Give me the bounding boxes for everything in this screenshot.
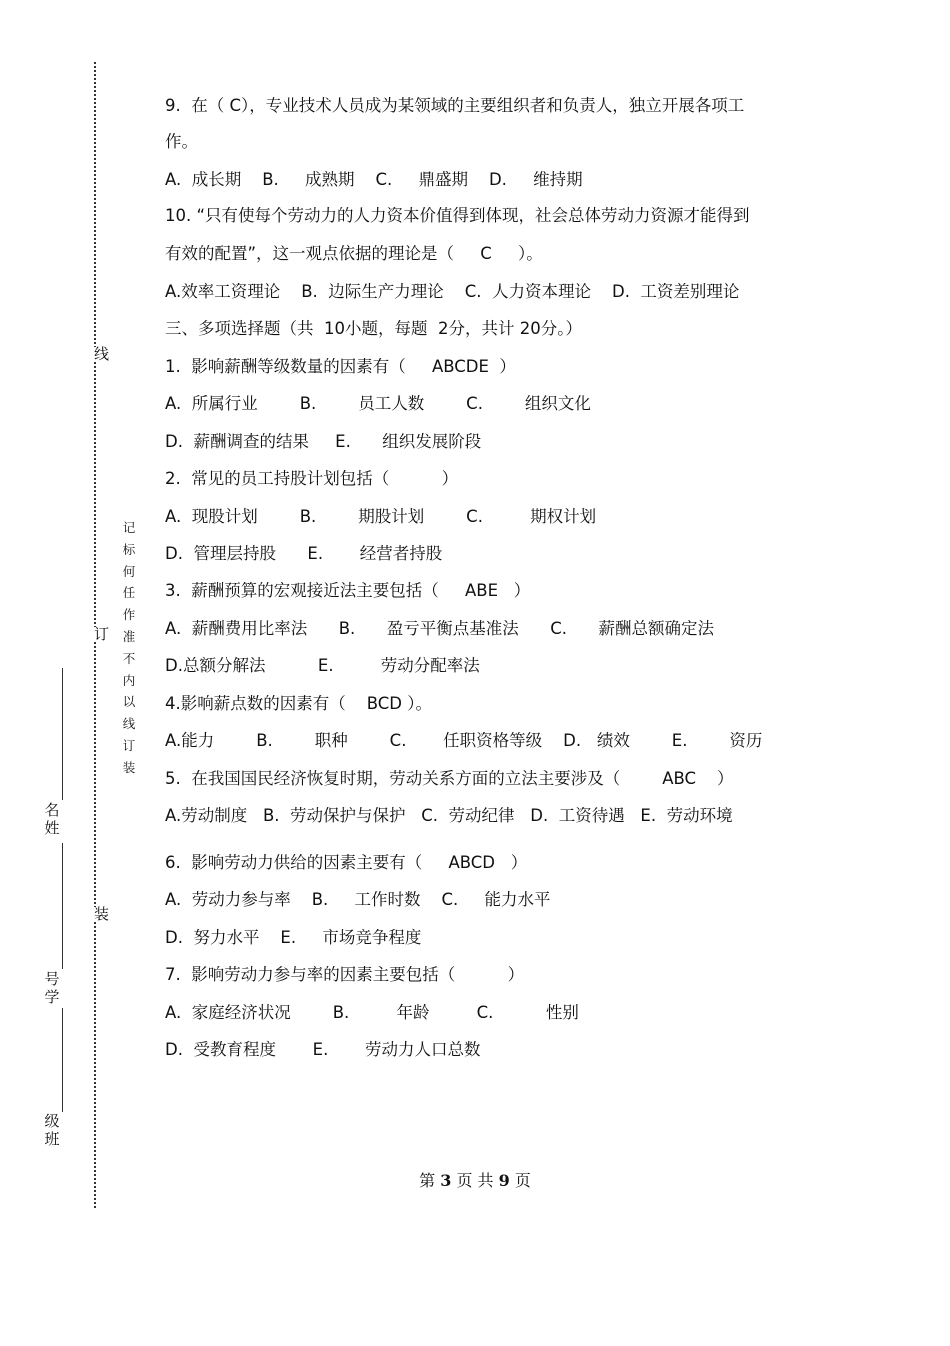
binding-char-zhuang: 装 [94, 905, 110, 923]
text-line: 4.影响薪点数的因素有（ BCD ）。 [165, 694, 432, 713]
text-line: 6. 影响劳动力供给的因素主要有（ ABCD ） [165, 853, 528, 872]
section-heading: 三、多项选择题（共 10小题，每题 2分，共计 20分。） [165, 319, 582, 338]
total-pages-number: 9 [498, 1171, 510, 1190]
text-line: 9. 在（ C），专业技术人员成为某领域的主要组织者和负责人，独立开展各项工 [165, 96, 745, 115]
name-label: 名姓 [44, 801, 60, 837]
text-line: 作。 [165, 132, 198, 151]
class-label: 级班 [44, 1112, 60, 1148]
text-line: 有效的配置”，这一观点依据的理论是（ C ）。 [165, 244, 543, 263]
page-footer [0, 1168, 950, 1191]
text-line: A. 家庭经济状况 B. 年龄 C. 性别 [165, 1003, 579, 1022]
binding-warning: 记标何任作准不内以线订装 [122, 520, 136, 775]
text-line: D.总额分解法 E. 劳动分配率法 [165, 656, 480, 675]
text-line: 1. 影响薪酬等级数量的因素有（ ABCDE ） [165, 357, 516, 376]
footer-pre: 第 [419, 1171, 436, 1190]
text-line: D. 受教育程度 E. 劳动力人口总数 [165, 1040, 481, 1059]
student-id-label: 号学 [44, 970, 60, 1006]
text-line: 2. 常见的员工持股计划包括（ ） [165, 469, 459, 488]
text-line: 7. 影响劳动力参与率的因素主要包括（ ） [165, 965, 525, 984]
text-line: A. 现股计划 B. 期股计划 C. 期权计划 [165, 507, 597, 526]
text-line: A. 劳动力参与率 B. 工作时数 C. 能力水平 [165, 890, 551, 909]
text-line: A. 所属行业 B. 员工人数 C. 组织文化 [165, 394, 591, 413]
text-line: D. 管理层持股 E. 经营者持股 [165, 544, 443, 563]
current-page-number: 3 [440, 1171, 452, 1190]
text-line: A. 薪酬费用比率法 B. 盈亏平衡点基准法 C. 薪酬总额确定法 [165, 619, 714, 638]
binding-char-xian: 线 [94, 345, 110, 363]
text-line: A.能力 B. 职种 C. 任职资格等级 D. 绩效 E. 资历 [165, 731, 763, 750]
text-line: D. 努力水平 E. 市场竞争程度 [165, 928, 422, 947]
text-line: 3. 薪酬预算的宏观接近法主要包括（ ABE ） [165, 581, 531, 600]
footer-mid: 页 共 [456, 1171, 494, 1190]
text-line: A.劳动制度 B. 劳动保护与保护 C. 劳动纪律 D. 工资待遇 E. 劳动环境 [165, 806, 733, 825]
text-line: 5. 在我国国民经济恢复时期，劳动关系方面的立法主要涉及（ ABC ） [165, 769, 734, 788]
name-field-line [62, 668, 63, 800]
text-line: 10. “只有使每个劳动力的人力资本价值得到体现，社会总体劳动力资源才能得到 [165, 206, 750, 225]
id-field-line [62, 843, 63, 969]
footer-post: 页 [514, 1171, 531, 1190]
class-field-line [62, 1008, 63, 1112]
binding-char-ding: 订 [94, 625, 110, 643]
text-line: A.效率工资理论 B. 边际生产力理论 C. 人力资本理论 D. 工资差别理论 [165, 282, 740, 301]
text-line: A. 成长期 B. 成熟期 C. 鼎盛期 D. 维持期 [165, 170, 583, 189]
text-line: D. 薪酬调查的结果 E. 组织发展阶段 [165, 432, 482, 451]
